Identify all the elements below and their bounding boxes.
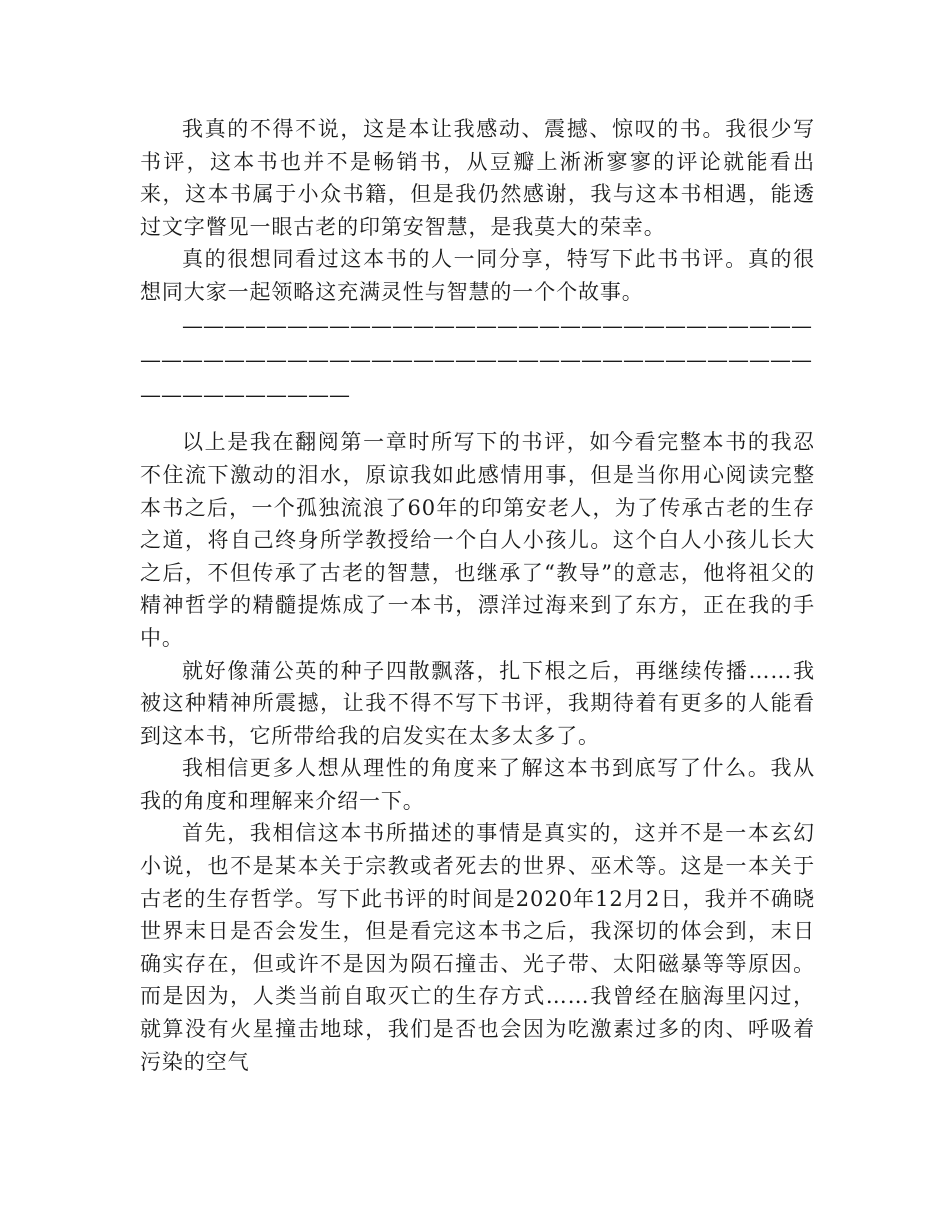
document-page xyxy=(140,113,815,1078)
spacer xyxy=(140,412,815,426)
paragraph-first-point: 首先，我相信这本书所描述的事情是真实的，这并不是一本玄幻小说，也不是某本关于宗教或者死去的世界、巫术等。这是一本关于古老的生存哲学。写下此书评的时间是2020年12月2日，我并不确晓世界末日是否会发生，但是看完这本书之后，我深切的体会到，末日确实存在，但或许不是因为陨石撞击、光子带、太阳磁暴等等原因。而是因为，人类当前自取灭亡的生存方式……我曾经在脑海里闪过，就算没有火星撞击地球，我们是否也会因为吃激素过多的肉、呼吸着污染的空气 xyxy=(140,821,815,1074)
paragraph-dandelion: 就好像蒲公英的种子四散飘落，扎下根之后，再继续传播……我被这种精神所震撼，让我不得不写下书评，我期待着有更多的人能看到这本书，它所带给我的启发实在太多太多了。 xyxy=(140,658,815,748)
paragraph-review-summary: 以上是我在翻阅第一章时所写下的书评，如今看完整本书的我忍不住流下激动的泪水，原谅我如此感情用事，但是当你用心阅读完整本书之后，一个孤独流浪了60年的印第安老人，为了传承古老的生存之道，将自己终身所学教授给一个白人小孩儿。这个白人小孩儿长大之后，不但传承了古老的智慧，也继承了“教导”的意志，他将祖父的精神哲学的精髓提炼成了一本书，漂洋过海来到了东方，正在我的手中。 xyxy=(140,430,815,650)
paragraph-share: 真的很想同看过这本书的人一同分享，特写下此书书评。真的很想同大家一起领略这充满灵性与智慧的一个个故事。 xyxy=(140,247,815,304)
paragraph-intro: 我真的不得不说，这是本让我感动、震撼、惊叹的书。我很少写书评，这本书也并不是畅销书，从豆瓣上淅淅寥寥的评论就能看出来，这本书属于小众书籍，但是我仍然感谢，我与这本书相遇，能透过文字瞥见一眼古老的印第安智慧，是我莫大的荣幸。 xyxy=(140,117,815,239)
dash-divider: ———————————————————————————————————————————————————————————————————————— xyxy=(140,313,812,407)
paragraph-rational-view: 我相信更多人想从理性的角度来了解这本书到底写了什么。我从我的角度和理解来介绍一下。 xyxy=(140,756,815,813)
